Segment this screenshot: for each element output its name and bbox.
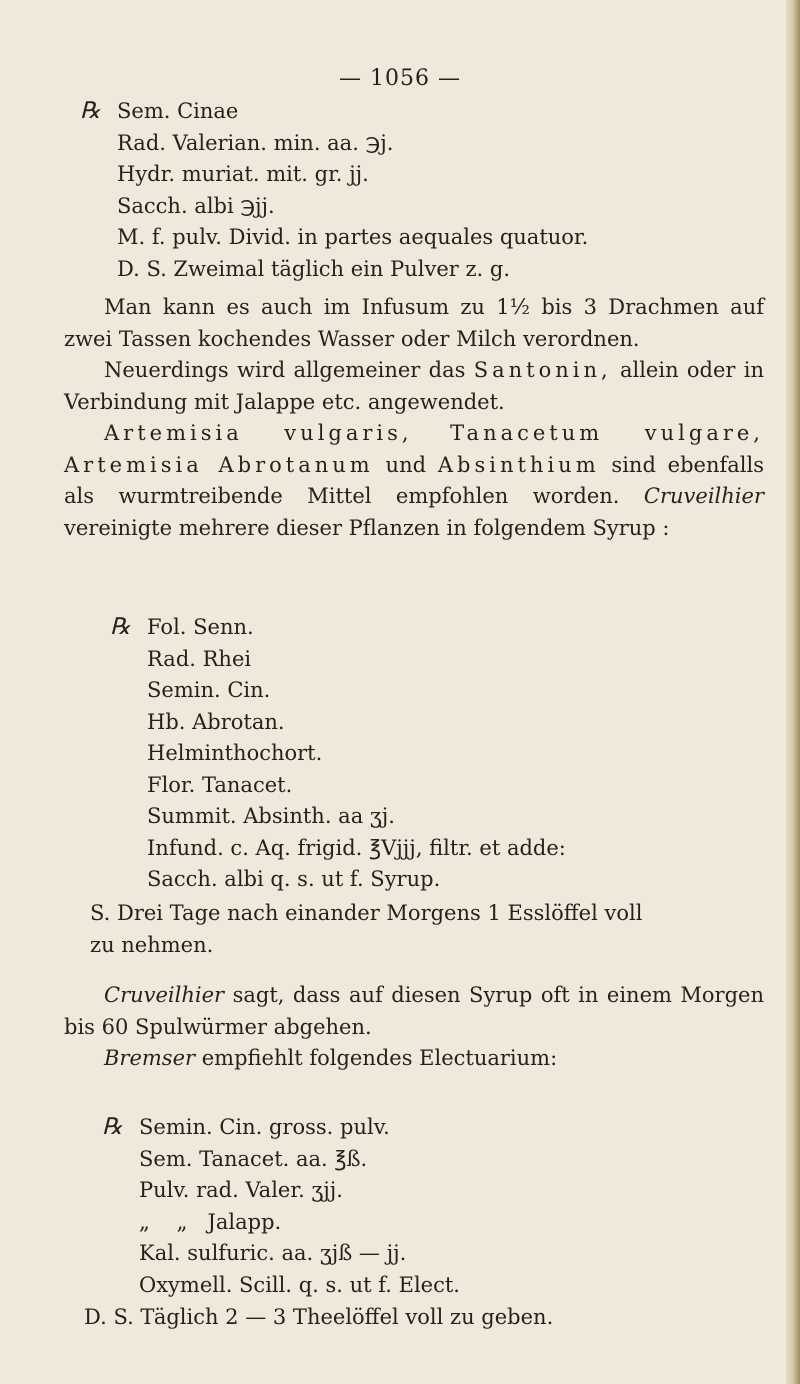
direction-line: D. S. Zweimal täglich ein Pulver z. g. xyxy=(117,256,511,281)
ingredient-line: Rad. Valerian. min. aa. ℈j. xyxy=(117,130,394,155)
recipe-1 xyxy=(80,96,588,285)
author-cruveilhier: Cruveilhier xyxy=(643,484,764,508)
ingredient-line: Oxymell. Scill. q. s. ut f. Elect. xyxy=(139,1272,460,1297)
ingredient-line: Sem. Tanacet. aa. ℥ß. xyxy=(139,1146,368,1171)
rx-symbol: ℞ xyxy=(80,98,101,124)
recipe-2 xyxy=(110,612,566,896)
term-artemisia-vulgaris: Artemisia vulgaris, xyxy=(104,421,413,445)
ingredient-line: Summit. Absinth. aa ʒj. xyxy=(147,804,395,828)
direction-line: D. S. Täglich 2 — 3 Theelöffel voll zu geben. xyxy=(84,1305,554,1329)
ingredient-line: Hb. Abrotan. xyxy=(147,709,285,734)
term-absinthium: Absinthium xyxy=(437,452,600,477)
recipe-3-signature xyxy=(84,1302,553,1334)
paragraph-artemisia: Artemisia vulgaris, Tanacetum vulgare, Artemisia Abrotanum und Absinthium sind ebenfalls als wurmtreibende Mittel empfohlen worden. Cruveilhier vereinigte mehrere dieser Pflanzen in folgendem Syrup : xyxy=(64,421,765,540)
recipe-3 xyxy=(102,1112,460,1301)
ingredient-line: Helminthochort. xyxy=(147,741,323,765)
direction-line: M. f. pulv. Divid. in partes aequales quatuor. xyxy=(117,225,589,249)
paragraph-infusum: Man kann es auch im Infusum zu 1½ bis 3 Drachmen auf zwei Tassen kochendes Wasser oder Milch verordnen. xyxy=(64,295,764,351)
page-number: — 1056 — xyxy=(339,66,461,91)
ingredient-line: „ „ Jalapp. xyxy=(139,1209,282,1234)
text-block-1 xyxy=(64,292,764,544)
term-tanacetum: Tanacetum vulgare, xyxy=(450,421,764,445)
term-artemisia-abrotanum: Artemisia Abrotanum xyxy=(64,452,374,477)
rx-symbol: ℞ xyxy=(110,614,131,640)
ingredient-line: Hydr. muriat. mit. gr. jj. xyxy=(117,162,369,186)
author-bremser: Bremser xyxy=(104,1046,196,1070)
recipe-2-signature xyxy=(90,898,642,961)
paragraph-santonin: Neuerdings wird allgemeiner das Santonin, allein oder in Verbindung mit Jalappe etc. angewendet. xyxy=(64,358,764,414)
ingredient-line: Infund. c. Aq. frigid. ℥Vjjj, filtr. et adde: xyxy=(147,835,566,860)
paragraph-bremser: Bremser empfiehlt folgendes Electuarium: xyxy=(104,1046,558,1070)
rx-symbol: ℞ xyxy=(102,1114,123,1140)
ingredient-line: Semin. Cin. gross. pulv. xyxy=(139,1115,390,1139)
author-cruveilhier: Cruveilhier xyxy=(104,983,225,1007)
ingredient-line: Fol. Senn. xyxy=(147,615,254,639)
ingredient-line: Semin. Cin. xyxy=(147,678,271,702)
ingredient-line: Pulv. rad. Valer. ʒjj. xyxy=(139,1178,343,1202)
direction-line: S. Drei Tage nach einander Morgens 1 Esslöffel voll xyxy=(90,901,643,925)
ingredient-line: Rad. Rhei xyxy=(147,646,252,671)
text-block-2 xyxy=(64,980,764,1075)
ingredient-line: Kal. sulfuric. aa. ʒjß — jj. xyxy=(139,1241,407,1265)
page-edge xyxy=(786,0,800,1384)
ingredient-line: Flor. Tanacet. xyxy=(147,772,293,797)
ingredient-line: Sem. Cinae xyxy=(117,99,239,123)
direction-line: zu nehmen. xyxy=(90,932,214,957)
ingredient-line: Sacch. albi ℈jj. xyxy=(117,193,275,218)
paragraph-cruveilhier: Cruveilhier sagt, dass auf diesen Syrup oft in einem Morgen bis 60 Spulwürmer abgehen. xyxy=(64,983,764,1039)
ingredient-line: Sacch. albi q. s. ut f. Syrup. xyxy=(147,867,441,891)
term-santonin: Santonin, xyxy=(473,358,612,382)
